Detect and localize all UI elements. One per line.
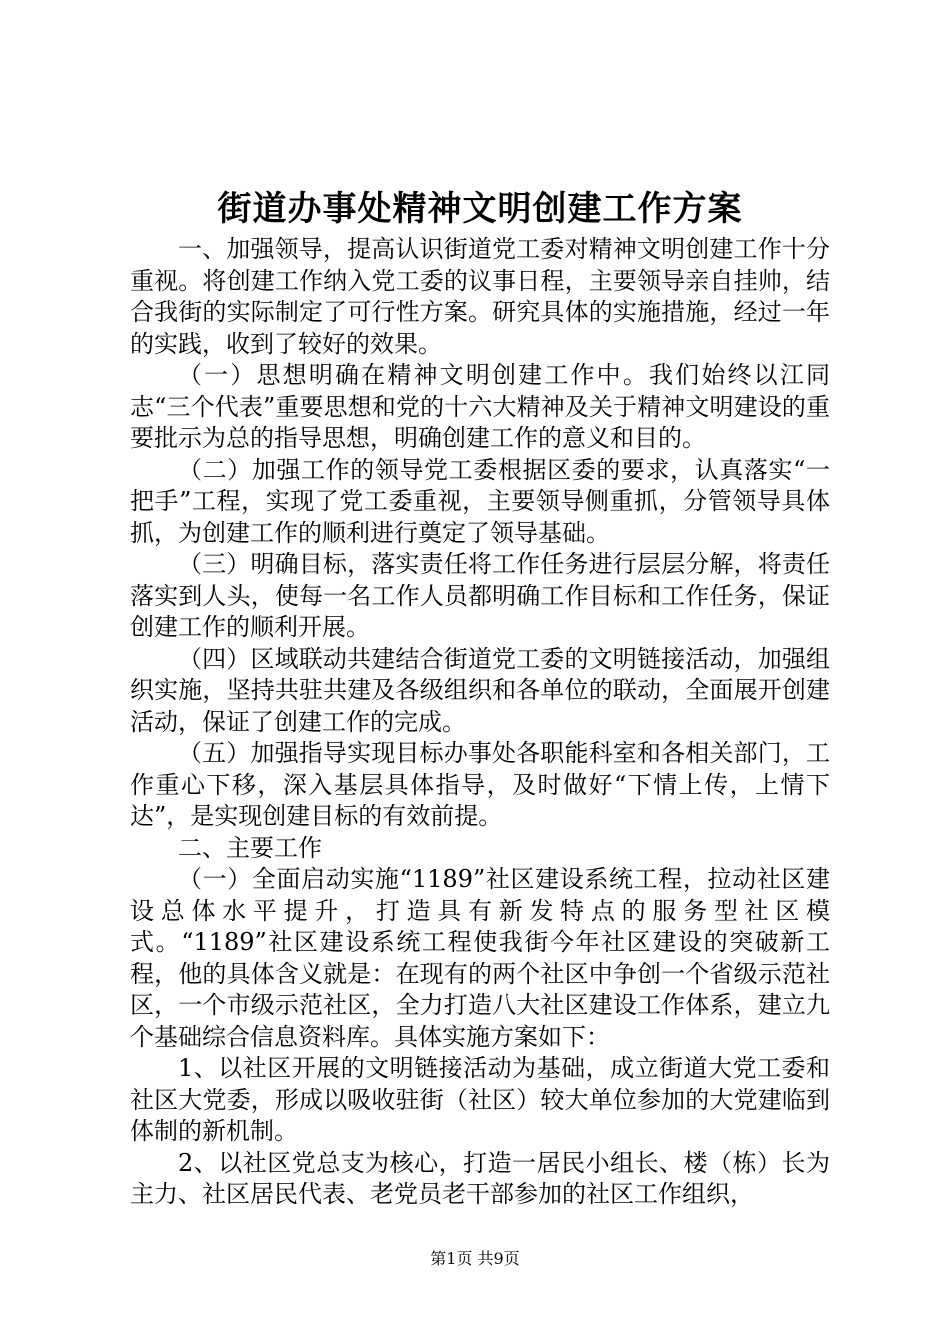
page-footer: 第1页 共9页: [430, 1249, 520, 1268]
paragraph-item-3: （三）明确目标，落实责任将工作任务进行层层分解，将责任落实到人头，使每一名工作人员都明确工作目标和工作任务，保证创建工作的顺利开展。: [130, 550, 830, 641]
section-heading-main-work: 二、主要工作: [178, 833, 322, 862]
document-body: [130, 234, 830, 1211]
page-title: 街道办事处精神文明创建工作方案: [217, 189, 743, 229]
paragraph-item-4: （四）区域联动共建结合街道党工委的文明链接活动，加强组织实施，坚持共驻共建及各级组织和各单位的联动，全面展开创建活动，保证了创建工作的完成。: [130, 644, 830, 736]
paragraph-main-work-1: （一）全面启动实施“1189”社区建设系统工程，拉动社区建设总体水平提升，打造具有新发特点的服务型社区模式。“1189”社区建设系统工程使我街今年社区建设的突破新工程，他的具体含义就是：在现有的两个社区中争创一个省级示范社区，一个市级示范社区，全力打造八大社区建设工作体系，建立九个基础综合信息资料库。具体实施方案如下：: [130, 865, 830, 1051]
paragraph-item-1: （一）思想明确在精神文明创建工作中。我们始终以江同志“三个代表”重要思想和党的十六大精神及关于精神文明建设的重要批示为总的指导思想，明确创建工作的意义和目的。: [130, 361, 830, 452]
list-item-2: 2、以社区党总支为核心，打造一居民小组长、楼（栋）长为主力、社区居民代表、老党员老干部参加的社区工作组织，: [130, 1148, 830, 1208]
paragraph-item-2: （二）加强工作的领导党工委根据区委的要求，认真落实“一把手”工程，实现了党工委重视，主要领导侧重抓，分管领导具体抓，为创建工作的顺利进行奠定了领导基础。: [130, 455, 830, 547]
list-item-1: 1、以社区开展的文明链接活动为基础，成立街道大党工委和社区大党委，形成以吸收驻街（社区）较大单位参加的大党建临到体制的新机制。: [130, 1054, 830, 1145]
paragraph-section-1: 一、加强领导，提高认识街道党工委对精神文明创建工作十分重视。将创建工作纳入党工委的议事日程，主要领导亲自挂帅，结合我街的实际制定了可行性方案。研究具体的实施措施，经过一年的实践，收到了较好的效果。: [130, 235, 830, 358]
paragraph-item-5: （五）加强指导实现目标办事处各职能科室和各相关部门，工作重心下移，深入基层具体指导，及时做好“下情上传，上情下达”，是实现创建目标的有效前提。: [130, 739, 830, 830]
